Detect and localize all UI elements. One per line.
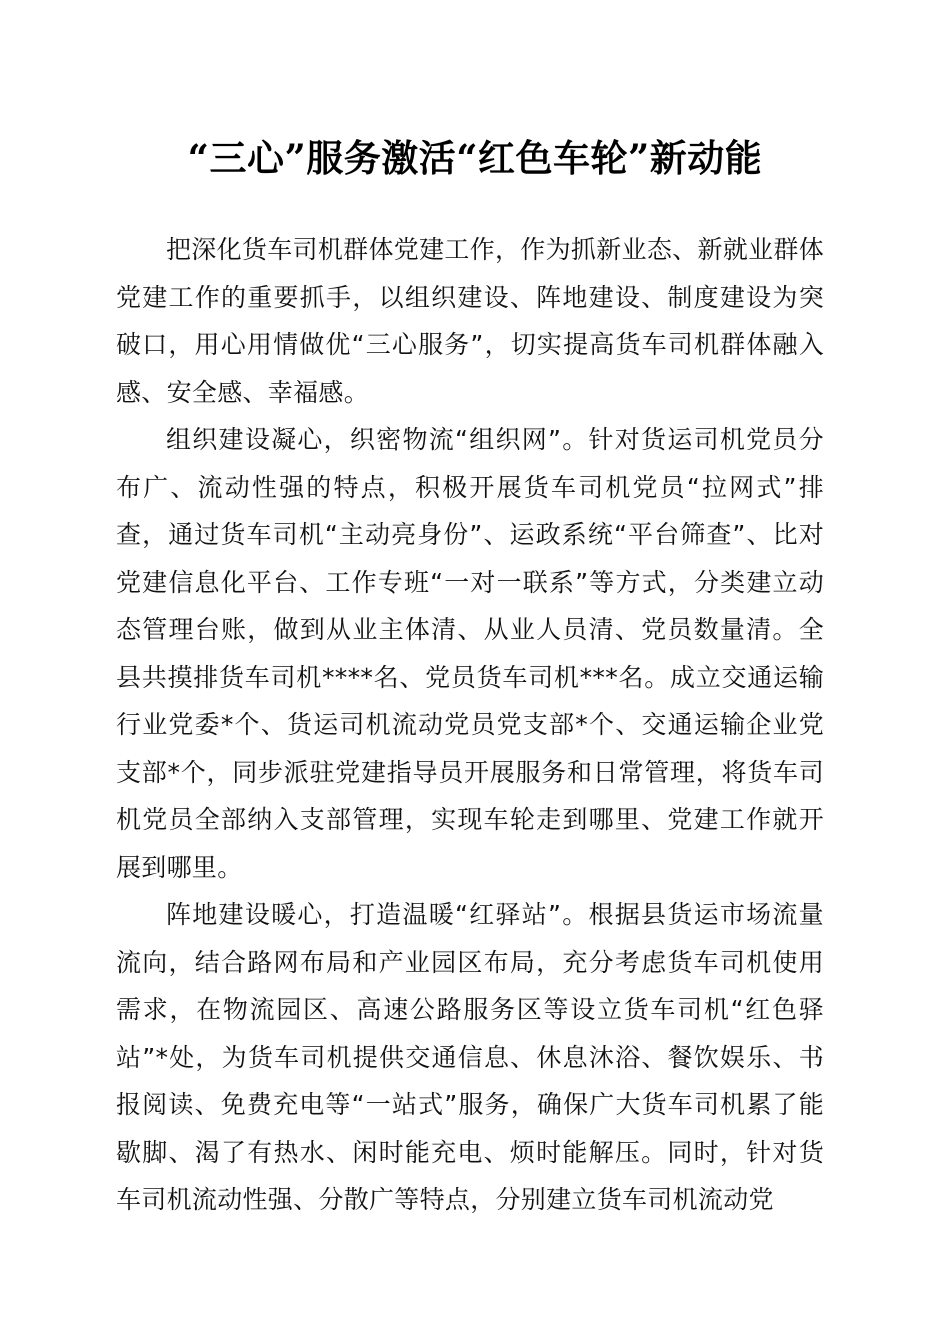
document-body (116, 226, 824, 1224)
paragraph-position-building: 阵地建设暖心，打造温暖“红驿站”。根据县货运市场流量流向，结合路网布局和产业园区布局，充分考虑货车司机使用需求，在物流园区、高速公路服务区等设立货车司机“红色驿站”*处，为货车司机提供交通信息、休息沐浴、餐饮娱乐、书报阅读、免费充电等“一站式”服务，确保广大货车司机累了能歇脚、渴了有热水、闲时能充电、烦时能解压。同时，针对货车司机流动性强、分散广等特点，分别建立货车司机流动党 (116, 900, 824, 1214)
paragraph-organization-building: 组织建设凝心，织密物流“组织网”。针对货运司机党员分布广、流动性强的特点，积极开展货车司机党员“拉网式”排查，通过货车司机“主动亮身份”、运政系统“平台筛查”、比对党建信息化平台、工作专班“一对一联系”等方式，分类建立动态管理台账，做到从业主体清、从业人员清、党员数量清。全县共摸排货车司机****名、党员货车司机***名。成立交通运输行业党委*个、货运司机流动党员党支部*个、交通运输企业党支部*个，同步派驻党建指导员开展服务和日常管理，将货车司机党员全部纳入支部管理，实现车轮走到哪里、党建工作就开展到哪里。 (116, 425, 824, 882)
document-title: “三心”服务激活“红色车轮”新动能 (187, 136, 763, 180)
paragraph-intro: 把深化货车司机群体党建工作，作为抓新业态、新就业群体党建工作的重要抓手，以组织建设、阵地建设、制度建设为突破口，用心用情做优“三心服务”，切实提高货车司机群体融入感、安全感、幸福感。 (116, 235, 824, 407)
